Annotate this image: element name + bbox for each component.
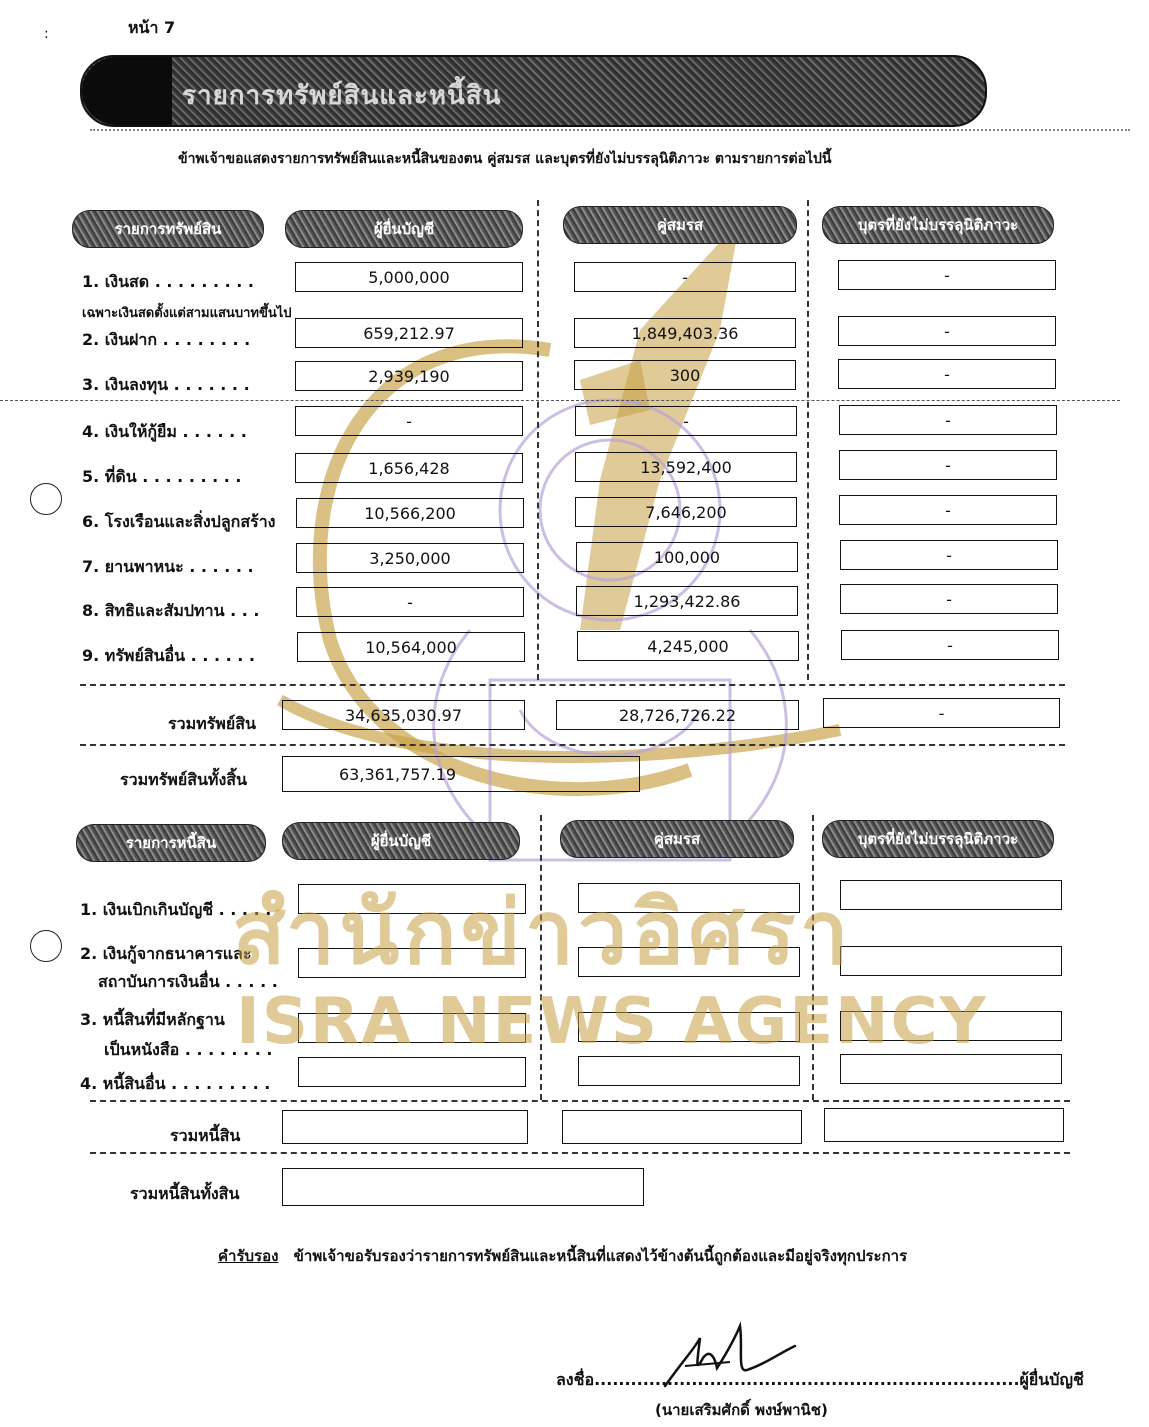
total-assets-spouse: 28,726,726.22 — [556, 700, 799, 730]
asset-value-declarant: 2,939,190 — [295, 361, 523, 391]
signature-line: ลงชื่อ......................................................................ผู้ยื่นบัญชี — [556, 1370, 1084, 1389]
total-assets-declarant: 34,635,030.97 — [282, 700, 525, 730]
grand-total-liabilities-label: รวมหนี้สินทั้งสิน — [130, 1184, 240, 1203]
asset-value-spouse: 1,293,422.86 — [576, 586, 798, 616]
grand-total-assets-value: 63,361,757.19 — [282, 756, 640, 792]
total-liabilities-label: รวมหนี้สิน — [170, 1126, 241, 1145]
asset-value-declarant: 5,000,000 — [295, 262, 523, 292]
asset-label-deposits: 2. เงินฝาก . . . . . . . . — [82, 330, 251, 349]
asset-value-spouse: 13,592,400 — [575, 452, 797, 482]
asset-value-spouse: 100,000 — [576, 542, 798, 572]
liability-value-declarant — [298, 1057, 526, 1087]
asset-label-other: 9. ทรัพย์สินอื่น . . . . . . — [82, 646, 255, 665]
liability-value-child — [840, 880, 1062, 910]
asset-label-land: 5. ที่ดิน . . . . . . . . . — [82, 467, 242, 486]
liability-label-overdraft: 1. เงินเบิกเกินบัญชี . . . . . — [80, 900, 272, 919]
cash-note: เฉพาะเงินสดตั้งแต่สามแสนบาทขึ้นไป — [82, 306, 292, 321]
liability-label-documented-cont: เป็นหนังสือ . . . . . . . . — [104, 1040, 273, 1059]
signatory-name: (นายเสริมศักดิ์ พงษ์พานิช) — [655, 1401, 828, 1419]
grand-total-assets-label: รวมทรัพย์สินทั้งสิ้น — [120, 770, 247, 789]
asset-value-spouse: 4,245,000 — [577, 631, 799, 661]
watermark-thai: สำนักข่าวอิศรา — [232, 881, 853, 984]
liability-label-other: 4. หนี้สินอื่น . . . . . . . . . — [80, 1074, 271, 1093]
liability-value-spouse — [578, 1056, 800, 1086]
asset-value-declarant: 659,212.97 — [295, 318, 523, 348]
asset-value-child: - — [838, 260, 1056, 290]
dashed-divider — [90, 1100, 1070, 1102]
liability-label-bank-loans: 2. เงินกู้จากธนาคารและ — [80, 944, 252, 963]
intro-text: ข้าพเจ้าขอแสดงรายการทรัพย์สินและหนี้สินของตน คู่สมรส และบุตรที่ยังไม่บรรลุนิติภาวะ ตามรายการต่อไปนี้ — [178, 151, 832, 167]
certification — [218, 1244, 907, 1268]
asset-value-declarant: 10,564,000 — [297, 632, 525, 662]
liabilities-header-declarant: ผู้ยื่นบัญชี — [282, 822, 520, 860]
section-banner — [80, 55, 987, 127]
assets-header-item: รายการทรัพย์สิน — [72, 210, 264, 248]
asset-label-vehicles: 7. ยานพาหนะ . . . . . . — [82, 557, 254, 576]
asset-value-spouse: 1,849,403.36 — [574, 318, 796, 348]
watermark-english: ISRA NEWS AGENCY — [236, 985, 988, 1059]
fold-line — [0, 400, 1120, 401]
asset-label-buildings: 6. โรงเรือนและสิ่งปลูกสร้าง — [82, 512, 276, 531]
asset-label-loans: 4. เงินให้กู้ยืม . . . . . . — [82, 422, 247, 441]
asset-value-declarant: - — [295, 406, 523, 436]
asset-value-child: - — [839, 405, 1057, 435]
total-liabilities-child — [824, 1108, 1064, 1142]
asset-value-declarant: - — [296, 587, 524, 617]
dotted-divider — [90, 129, 1130, 131]
asset-value-child: - — [839, 450, 1057, 480]
total-assets-child: - — [823, 698, 1060, 728]
liabilities-header-item: รายการหนี้สิน — [76, 824, 266, 862]
asset-label-rights: 8. สิทธิและสัมปทาน . . . — [82, 601, 260, 620]
asset-value-spouse: - — [574, 262, 796, 292]
asset-value-spouse: 7,646,200 — [575, 497, 797, 527]
certification-heading: คำรับรอง — [218, 1247, 279, 1265]
grand-total-liabilities-value — [282, 1168, 644, 1206]
page-number: หน้า 7 — [128, 18, 176, 37]
liability-value-child — [840, 946, 1062, 976]
punch-hole — [30, 483, 62, 515]
asset-value-child: - — [841, 630, 1059, 660]
asset-value-declarant: 10,566,200 — [296, 498, 524, 528]
column-divider — [537, 200, 539, 680]
certification-text: ข้าพเจ้าขอรับรองว่ารายการทรัพย์สินและหนี้สินที่แสดงไว้ข้างต้นนี้ถูกต้องและมีอยู่จริงทุกประการ — [293, 1247, 908, 1265]
asset-value-child: - — [838, 359, 1056, 389]
asset-value-child: - — [840, 540, 1058, 570]
asset-label-investments: 3. เงินลงทุน . . . . . . . — [82, 375, 250, 394]
column-divider — [807, 200, 809, 680]
asset-value-declarant: 1,656,428 — [295, 453, 523, 483]
liabilities-header-child: บุตรที่ยังไม่บรรลุนิติภาวะ — [822, 820, 1054, 858]
liability-label-documented: 3. หนี้สินที่มีหลักฐาน — [80, 1010, 225, 1029]
asset-value-spouse: 300 — [574, 360, 796, 390]
total-assets-label: รวมทรัพย์สิน — [168, 714, 256, 733]
banner-title: รายการทรัพย์สินและหนี้สิน — [182, 81, 502, 111]
dashed-divider — [80, 744, 1065, 746]
punch-hole — [30, 930, 62, 962]
asset-value-child: - — [838, 316, 1056, 346]
asset-value-child: - — [839, 495, 1057, 525]
liabilities-header-spouse: คู่สมรส — [560, 820, 794, 858]
asset-value-declarant: 3,250,000 — [296, 543, 524, 573]
assets-header-child: บุตรที่ยังไม่บรรลุนิติภาวะ — [822, 206, 1054, 244]
margin-mark: : — [44, 26, 49, 42]
total-liabilities-spouse — [562, 1110, 802, 1144]
assets-header-declarant: ผู้ยื่นบัญชี — [285, 210, 523, 248]
dashed-divider — [80, 684, 1065, 686]
asset-value-child: - — [840, 584, 1058, 614]
liability-label-bank-loans-cont: สถาบันการเงินอื่น . . . . . — [98, 972, 278, 991]
total-liabilities-declarant — [282, 1110, 528, 1144]
dashed-divider — [90, 1152, 1070, 1154]
asset-value-spouse: - — [575, 406, 797, 436]
asset-label-cash: 1. เงินสด . . . . . . . . . — [82, 272, 254, 291]
assets-header-spouse: คู่สมรส — [563, 206, 797, 244]
